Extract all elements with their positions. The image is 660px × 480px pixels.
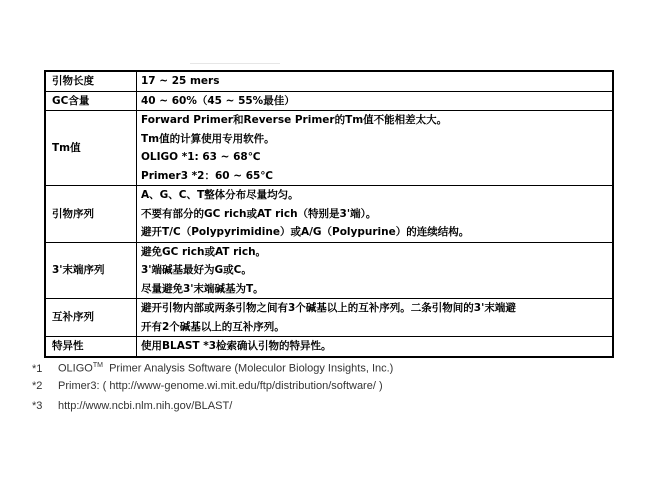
requirement-line: 3'端碱基最好为G或C。 (141, 264, 252, 276)
footnote (32, 396, 393, 416)
requirement-line: OLIGO *1: 63 ~ 68℃ (141, 151, 261, 163)
requirement-cell (137, 111, 614, 186)
requirement-cell (137, 71, 614, 91)
requirement-cell (137, 186, 614, 243)
requirement-line: Primer3 *2：60 ~ 65℃ (141, 169, 274, 182)
requirement-line: 避免GC rich或AT rich。 (141, 245, 267, 258)
footnote-text: Primer3: ( http://www-genome.wi.mit.edu/ftp/distribution/software/ ) (58, 380, 383, 392)
requirement-cell (137, 242, 614, 299)
requirement-line: A、G、C、T整体分布尽量均匀。 (141, 189, 299, 201)
table-row (45, 299, 613, 337)
footnote-number: *2 (32, 380, 43, 392)
table-row (45, 91, 613, 111)
requirement-cell (137, 337, 614, 357)
requirement-line: 17 ~ 25 mers (141, 75, 220, 87)
top-rule (190, 63, 280, 64)
footnote-number: *3 (32, 400, 43, 412)
parameter-cell: 互补序列 (45, 299, 137, 337)
footnote (32, 376, 393, 396)
parameter-cell: 引物长度 (45, 71, 137, 91)
table-row (45, 111, 613, 186)
trademark-mark: TM (92, 362, 103, 369)
requirement-line: 避开T/C（Polypyrimidine）或A/G（Polypurine）的连续结构。 (141, 226, 470, 238)
parameter-cell: GC含量 (45, 91, 137, 111)
requirement-line: 尽量避免3'末端碱基为T。 (141, 282, 264, 295)
parameter-cell: Tm值 (45, 111, 137, 186)
requirement-line: 使用BLAST *3检索确认引物的特异性。 (141, 340, 332, 352)
table-row (45, 186, 613, 243)
table-row (45, 71, 613, 91)
footnote-text-rest: Primer Analysis Software (Moleculor Biology Insights, Inc.) (102, 362, 394, 375)
footnotes (32, 356, 393, 416)
requirement-line: 避开引物内部或两条引物之间有3个碱基以上的互补序列。二条引物间的3'末端避 (141, 302, 516, 314)
requirement-cell (137, 91, 614, 111)
table-body (45, 71, 613, 357)
parameter-cell: 引物序列 (45, 186, 137, 243)
table-row (45, 242, 613, 299)
requirement-line: 开有2个碱基以上的互补序列。 (141, 320, 285, 333)
requirement-line: Tm值的计算使用专用软件。 (141, 132, 275, 145)
footnote (32, 356, 393, 376)
footnote-number: *1 (32, 362, 43, 375)
requirement-line: 不要有部分的GC rich或AT rich（特别是3'端）。 (141, 207, 377, 220)
table-row (45, 337, 613, 357)
footnote-text: OLIGO (58, 362, 93, 375)
requirement-cell (137, 299, 614, 337)
parameter-cell: 特异性 (45, 337, 137, 357)
requirement-line: 40 ~ 60%（45 ~ 55%最佳） (141, 94, 295, 107)
parameter-cell: 3'末端序列 (45, 242, 137, 299)
footnote-text: http://www.ncbi.nlm.nih.gov/BLAST/ (58, 400, 233, 412)
requirement-line: Forward Primer和Reverse Primer的Tm值不能相差太大。 (141, 114, 448, 126)
primer-design-table (44, 70, 614, 358)
